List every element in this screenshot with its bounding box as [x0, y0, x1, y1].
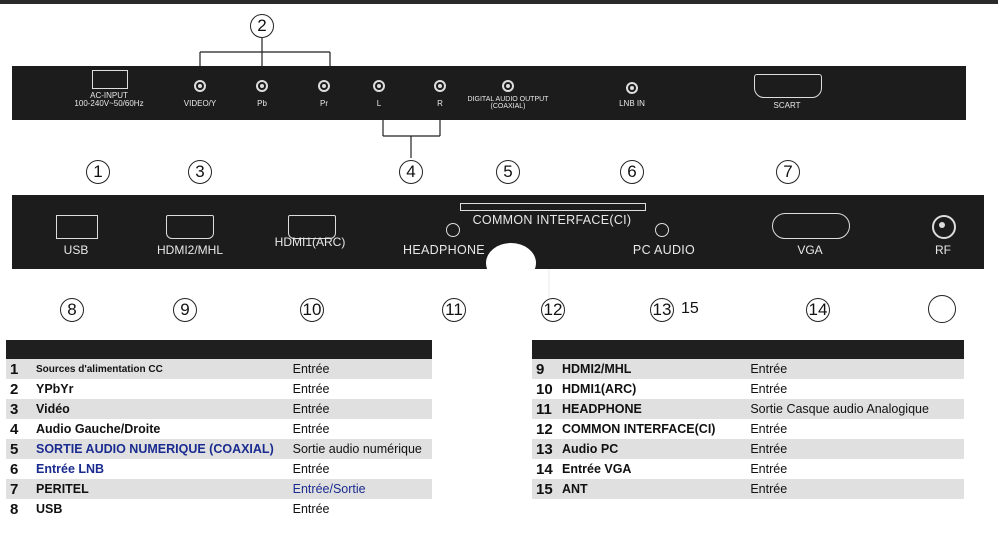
pb-jack [256, 80, 268, 92]
row-name: HEADPHONE [558, 399, 746, 419]
rear-panel-top [12, 66, 966, 120]
ci-slot [460, 203, 646, 211]
vga-label: VGA [797, 243, 823, 257]
usb-label: USB [63, 243, 89, 257]
row-number: 12 [536, 420, 553, 438]
headphone-label: HEADPHONE [403, 243, 485, 257]
table-row [6, 359, 432, 379]
right-table [532, 340, 964, 499]
row-number: 11 [532, 399, 558, 419]
ac-input-port [92, 70, 128, 89]
row-name: HDMI1(ARC) [562, 382, 637, 396]
pc-audio-jack [655, 223, 669, 237]
row-name: USB [36, 502, 63, 516]
row-value: Entrée [746, 479, 964, 499]
audio-r-jack [434, 80, 446, 92]
hdmi2-label: HDMI2/MHL [156, 243, 224, 257]
callout-3: 3 [188, 160, 212, 184]
row-name: SORTIE AUDIO NUMERIQUE (COAXIAL) [32, 439, 289, 459]
callout-15-circle [928, 295, 956, 323]
row-number: 7 [6, 479, 32, 499]
row-value: Entrée [750, 422, 788, 436]
row-name: ANT [558, 479, 746, 499]
audio-l-label: L [376, 99, 382, 108]
table-row [532, 439, 964, 459]
row-number: 1 [6, 359, 32, 379]
row-number: 10 [536, 380, 553, 398]
row-number: 4 [10, 420, 19, 438]
row-number: 9 [532, 359, 558, 379]
lnb-label: LNB IN [619, 99, 645, 108]
table-row [6, 459, 432, 479]
callout-14: 14 [806, 298, 830, 322]
table-row [6, 479, 432, 499]
callout-10: 10 [300, 298, 324, 322]
rf-label: RF [935, 243, 951, 257]
ci-label: COMMON INTERFACE(CI) [472, 213, 632, 227]
video-label: VIDEO/Y [183, 99, 217, 108]
table-row [6, 499, 432, 519]
table-row [532, 399, 964, 419]
table-row [532, 359, 964, 379]
panel-notch [486, 243, 536, 283]
row-name: COMMON INTERFACE(CI) [562, 422, 716, 436]
callout-6: 6 [620, 160, 644, 184]
row-value: Entrée [289, 359, 432, 379]
table-row [6, 399, 432, 419]
row-value: Sortie Casque audio Analogique [746, 399, 964, 419]
row-value: Entrée [292, 502, 330, 516]
row-value: Entrée [292, 382, 330, 396]
callout-9: 9 [173, 298, 197, 322]
callout-8: 8 [60, 298, 84, 322]
ac-input-label: AC-INPUT 100-240V~50/60Hz [74, 91, 144, 108]
hdmi1-label: HDMI1(ARC) [274, 235, 346, 249]
row-number: 13 [532, 439, 558, 459]
callout-4: 4 [399, 160, 423, 184]
row-value: Entrée [750, 462, 788, 476]
row-value: Entrée [292, 462, 330, 476]
left-table-header [6, 340, 432, 359]
coaxial-label: DIGITAL AUDIO OUTPUT (COAXIAL) [467, 96, 549, 110]
callout-1: 1 [86, 160, 110, 184]
left-table [6, 340, 432, 519]
row-name: Vidéo [32, 399, 289, 419]
hdmi2-port [166, 215, 214, 239]
row-value: Sortie audio numérique [289, 439, 432, 459]
row-name: Audio PC [558, 439, 746, 459]
row-number: 15 [532, 479, 558, 499]
callout-13: 13 [650, 298, 674, 322]
table-row [6, 439, 432, 459]
coaxial-jack [502, 80, 514, 92]
row-name: Sources d'alimentation CC [32, 359, 289, 379]
table-row [532, 379, 964, 399]
callout-12: 12 [541, 298, 565, 322]
usb-port [56, 215, 98, 239]
row-name: PERITEL [32, 479, 289, 499]
table-row [532, 479, 964, 499]
table-row [6, 379, 432, 399]
table-row [6, 419, 432, 439]
row-value: Entrée [746, 439, 964, 459]
callout-2: 2 [250, 14, 274, 38]
row-number: 6 [10, 460, 19, 478]
row-name: YPbYr [36, 382, 74, 396]
right-table-header [532, 340, 964, 359]
headphone-jack [446, 223, 460, 237]
row-number: 14 [536, 460, 553, 478]
pr-label: Pr [320, 99, 328, 108]
row-number: 8 [10, 500, 19, 518]
row-number: 3 [6, 399, 32, 419]
table-row [532, 419, 964, 439]
scart-label: SCART [773, 101, 801, 110]
audio-r-label: R [437, 99, 443, 108]
rear-panel-bottom [12, 195, 984, 269]
pr-jack [318, 80, 330, 92]
callout-5: 5 [496, 160, 520, 184]
table-row [532, 459, 964, 479]
row-value: Entrée/Sortie [289, 479, 432, 499]
row-name: Entrée VGA [562, 462, 632, 476]
row-value: Entrée [750, 382, 788, 396]
row-name: Audio Gauche/Droite [36, 422, 161, 436]
callout-7: 7 [776, 160, 800, 184]
row-value: Entrée [746, 359, 964, 379]
callout-15-text: 15 [681, 300, 699, 317]
row-number: 5 [6, 439, 32, 459]
scart-port [754, 74, 822, 98]
vga-port [772, 213, 850, 239]
callout-11: 11 [442, 298, 466, 322]
row-value: Entrée [289, 399, 432, 419]
pb-label: Pb [257, 99, 267, 108]
row-name: Entrée LNB [36, 462, 105, 476]
pc-audio-label: PC AUDIO [632, 243, 696, 257]
row-name: HDMI2/MHL [558, 359, 746, 379]
video-jack [194, 80, 206, 92]
row-value: Entrée [292, 422, 330, 436]
rf-connector-pin [939, 222, 945, 228]
row-number: 2 [10, 380, 19, 398]
audio-l-jack [373, 80, 385, 92]
lnb-jack [626, 82, 638, 94]
